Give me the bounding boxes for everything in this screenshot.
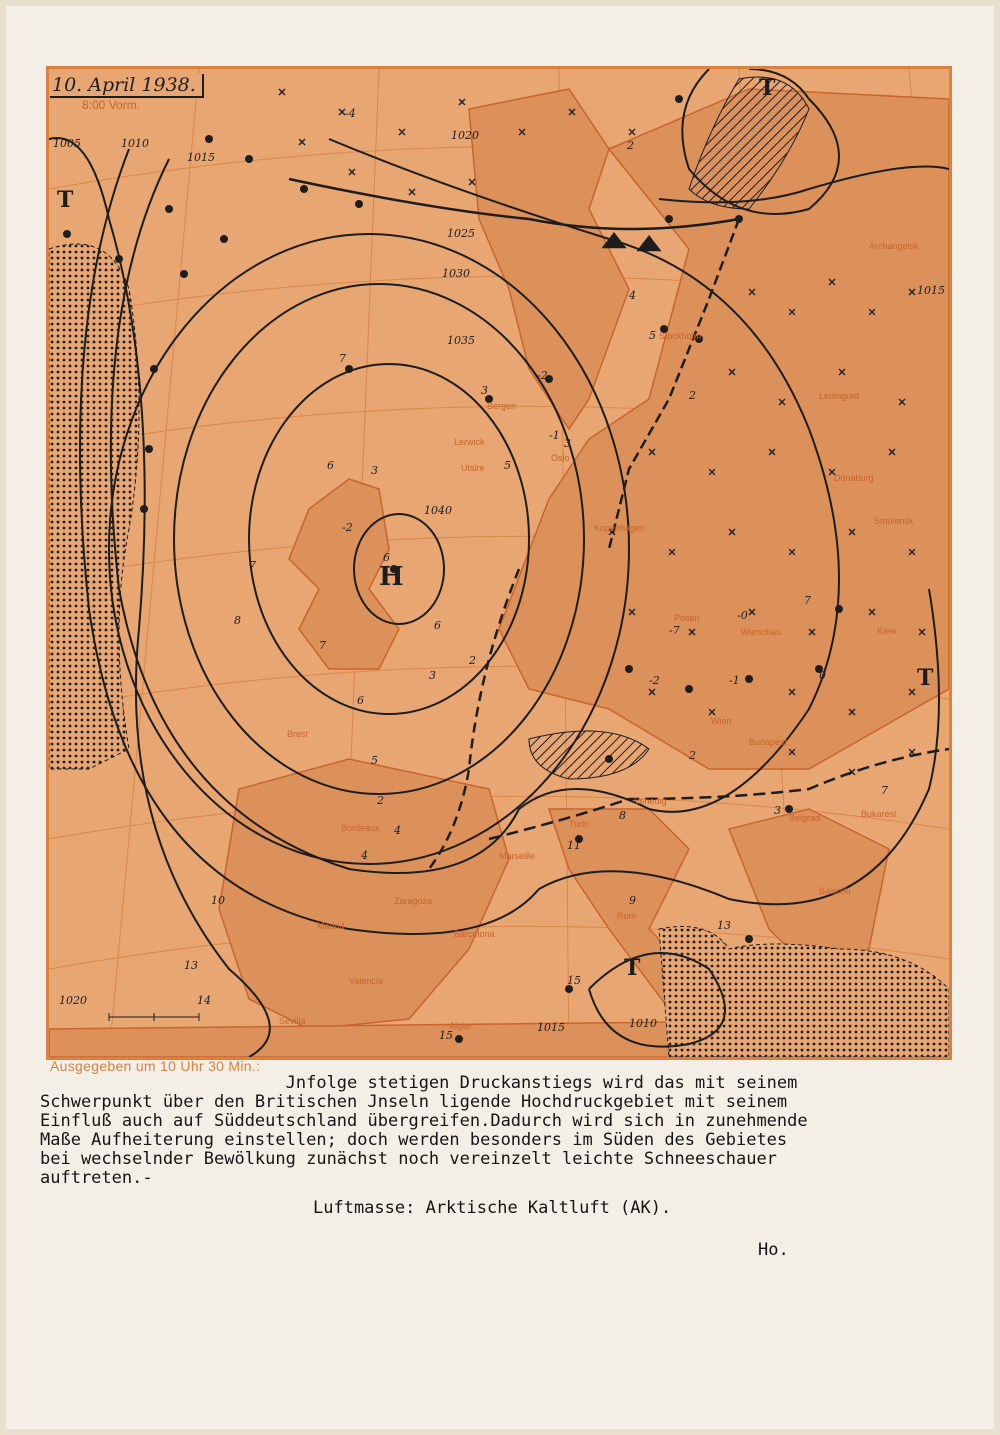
svg-text:2: 2 — [627, 139, 634, 152]
place-name-kopenhagen: Kopenhagen — [594, 523, 646, 533]
place-name-warschau: Warschau — [741, 627, 782, 637]
isobar-label-1025: 1025 — [447, 227, 475, 240]
place-name-brest: Brest — [287, 729, 309, 739]
svg-text:7: 7 — [319, 639, 326, 652]
forecast-line-2: Schwerpunkt über den Britischen Jnseln ligende Hochdruckgebiet mit seinem — [40, 1092, 788, 1112]
svg-text:15: 15 — [439, 1029, 453, 1042]
isobar-label-1030: 1030 — [442, 267, 470, 280]
svg-text:-0: -0 — [737, 609, 748, 622]
place-name-marseille: Marseille — [499, 851, 536, 861]
svg-text:3: 3 — [774, 804, 781, 817]
svg-text:8: 8 — [619, 809, 626, 822]
svg-text:6: 6 — [434, 619, 441, 632]
forecaster-signature: Ho. — [758, 1240, 789, 1260]
forecast-text — [40, 1074, 960, 1188]
scale-bar — [109, 1013, 199, 1021]
airmass-label: Luftmasse: Arktische Kaltluft (AK). — [313, 1198, 672, 1218]
place-name-kiew: Kiew — [877, 626, 897, 636]
place-name-bergen: Bergen — [487, 401, 517, 411]
place-name-bordeaux: Bordeaux — [341, 823, 380, 833]
low-pressure-symbol-west: T — [57, 187, 74, 213]
svg-text:3: 3 — [481, 384, 488, 397]
place-name-zaragoza: Zaragoza — [394, 896, 433, 906]
forecast-line-1: Jnfolge stetigen Druckanstiegs wird das mit seinem — [40, 1073, 798, 1093]
place-name-smolensk: Smolensk — [874, 516, 914, 526]
svg-text:9: 9 — [629, 894, 636, 907]
svg-text:-2: -2 — [537, 369, 548, 382]
svg-text:2: 2 — [689, 389, 696, 402]
svg-text:2: 2 — [377, 794, 384, 807]
place-name-bukarest: Bukarest — [861, 809, 897, 819]
place-name-rom: Rom — [617, 911, 637, 921]
place-name-barcelona: Barcelona — [454, 929, 495, 939]
low-pressure-symbol-east: T — [917, 665, 934, 691]
svg-text:-7: -7 — [669, 624, 680, 637]
svg-text:5: 5 — [371, 754, 378, 767]
svg-text:-2: -2 — [649, 674, 660, 687]
place-name-turin: Turin — [569, 819, 590, 829]
svg-text:7: 7 — [804, 594, 811, 607]
high-pressure-symbol: H — [379, 562, 404, 592]
low-pressure-symbol-south: T — [624, 955, 641, 981]
weather-map-canvas — [49, 69, 949, 1057]
isobar-label-1020-west: 1020 — [59, 994, 87, 1007]
place-name-stockholm: Stockholm — [659, 331, 702, 341]
isobar-label-1015-east: 1015 — [917, 284, 945, 297]
svg-text:2: 2 — [689, 749, 696, 762]
isobar-label-1005: 1005 — [53, 137, 81, 150]
isobar-label-1040: 1040 — [424, 504, 452, 517]
place-name-oslo: Oslo — [551, 453, 570, 463]
issued-time: Ausgegeben um 10 Uhr 30 Min.: — [50, 1058, 261, 1074]
forecast-line-3: Einfluß auch auf Süddeutschland übergreifen.Dadurch wird sich in zunehmende — [40, 1111, 808, 1131]
svg-text:10: 10 — [211, 894, 225, 907]
svg-text:4: 4 — [629, 289, 636, 302]
isobar-label-1015-south: 1015 — [537, 1021, 565, 1034]
low-pressure-symbol-north: T — [759, 75, 776, 101]
place-name-lerwick: Lerwick — [454, 437, 485, 447]
map-time: 8:00 Vorm. — [82, 98, 141, 112]
forecast-line-5: bei wechselnder Bewölkung zunächst noch vereinzelt leichte Schneeschauer — [40, 1149, 777, 1169]
svg-text:0: 0 — [819, 669, 826, 682]
svg-text:7: 7 — [881, 784, 888, 797]
svg-text:4: 4 — [361, 849, 368, 862]
svg-text:11: 11 — [567, 839, 581, 852]
svg-text:15: 15 — [567, 974, 581, 987]
place-name-sevilla: Sevilla — [279, 1016, 306, 1026]
place-name-wien: Wien — [711, 716, 732, 726]
svg-text:-4: -4 — [345, 107, 356, 120]
place-name-leningrad: Leningrad — [819, 391, 860, 401]
svg-text:13: 13 — [184, 959, 198, 972]
svg-text:6: 6 — [327, 459, 334, 472]
svg-text:6: 6 — [383, 551, 390, 564]
isobar-label-1010-south: 1010 — [629, 1017, 657, 1030]
isobar-label-1035: 1035 — [447, 334, 475, 347]
svg-text:6: 6 — [357, 694, 364, 707]
place-name-venedig: Venedig — [634, 796, 667, 806]
svg-text:7: 7 — [249, 559, 256, 572]
place-name-beigrad: Beigrad — [789, 813, 821, 823]
place-name-saloniki: Saloniki — [819, 886, 851, 896]
svg-text:5: 5 — [504, 459, 511, 472]
svg-text:-1: -1 — [729, 674, 740, 687]
svg-text:13: 13 — [717, 919, 731, 932]
place-name-madrid: Madrid — [317, 921, 345, 931]
svg-text:7: 7 — [339, 352, 346, 365]
place-name-utsire: Utsire — [461, 463, 485, 473]
map-date: 10. April 1938. — [50, 74, 204, 98]
svg-text:3: 3 — [371, 464, 378, 477]
isobar-label-1010: 1010 — [121, 137, 149, 150]
svg-text:8: 8 — [234, 614, 241, 627]
isobar-label-1015: 1015 — [187, 151, 215, 164]
svg-text:14: 14 — [197, 994, 211, 1007]
forecast-line-6: auftreten.- — [40, 1168, 153, 1188]
svg-text:5: 5 — [649, 329, 656, 342]
svg-text:3: 3 — [429, 669, 436, 682]
place-name-algier: Algier — [449, 1021, 473, 1031]
forecast-line-4: Maße Aufheiterung einstellen; doch werden besonders im Süden des Gebietes — [40, 1130, 788, 1150]
weather-map — [46, 66, 952, 1060]
place-name-budapest: Budapest — [749, 737, 788, 747]
svg-text:-1: -1 — [549, 429, 560, 442]
place-name-posen: Posen — [674, 613, 700, 623]
isobar-label-1020: 1020 — [451, 129, 479, 142]
svg-text:-2: -2 — [342, 521, 353, 534]
place-name-archangelsk: Archangelsk — [869, 241, 919, 251]
svg-text:3: 3 — [564, 437, 571, 450]
svg-text:2: 2 — [469, 654, 476, 667]
place-name-duenaburg: Dünaburg — [834, 473, 874, 483]
svg-text:4: 4 — [394, 824, 401, 837]
place-name-valencia: Valencia — [349, 976, 383, 986]
